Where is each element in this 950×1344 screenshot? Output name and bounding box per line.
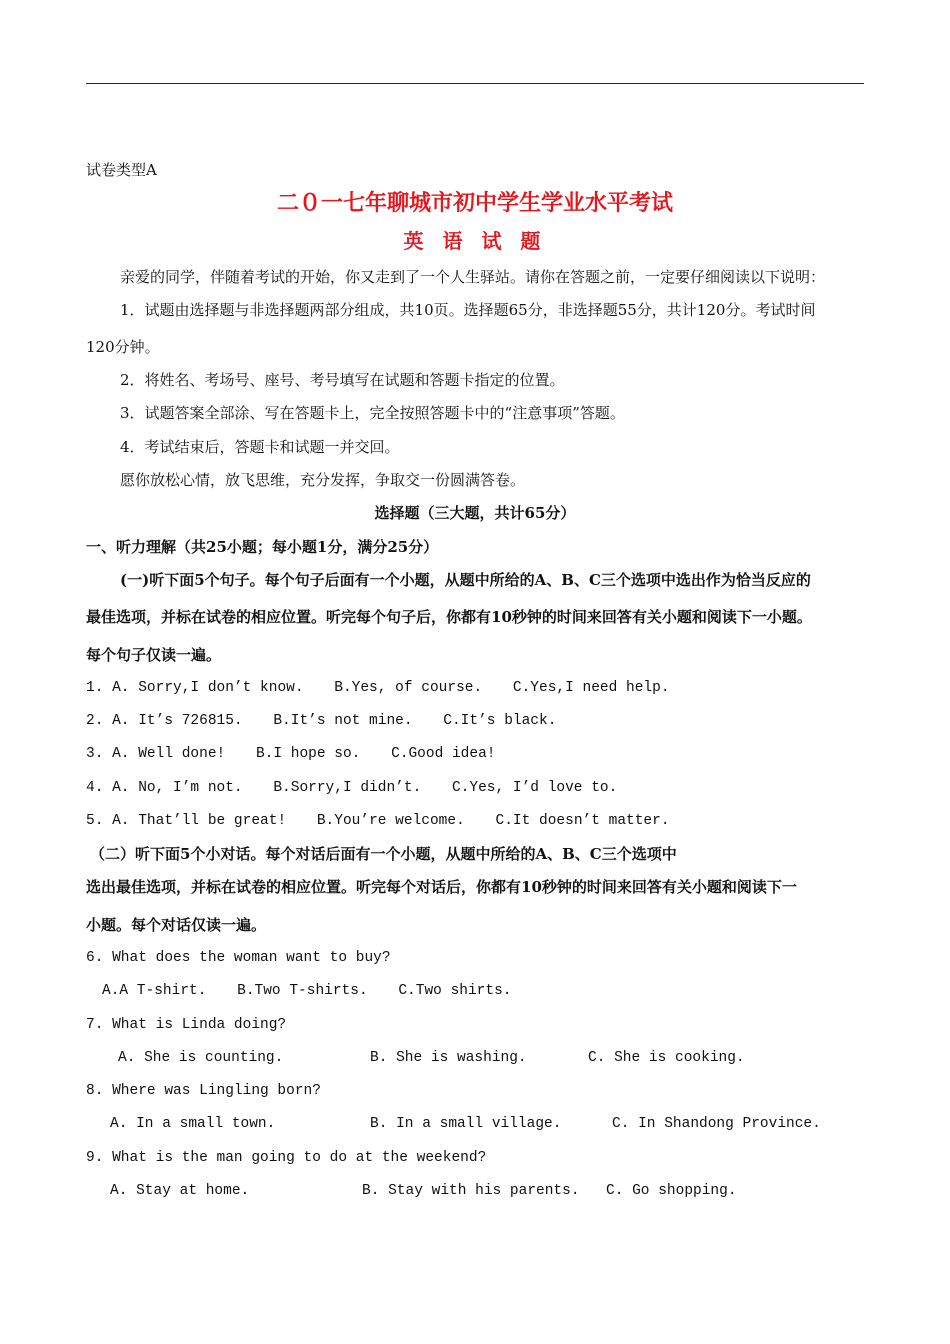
option-c: C.Yes, I’d love to. bbox=[451, 780, 618, 796]
page-subtitle: 英 语 试 题 bbox=[403, 229, 547, 253]
option-a: That’ll be great! bbox=[138, 813, 287, 829]
option-b: B.Sorry,I didn’t. bbox=[273, 780, 422, 796]
option-b: B. In a small village. bbox=[370, 1116, 562, 1132]
question-number: 1. A. bbox=[86, 680, 130, 696]
sub-2-line-1: （二）听下面5个小对话。每个对话后面有一个小题，从题中所给的A、B、C三个选项中 bbox=[90, 845, 677, 863]
option-b: B.Yes, of course. bbox=[334, 680, 483, 696]
option-b: B.It’s not mine. bbox=[273, 713, 413, 729]
question-number: 5. A. bbox=[86, 813, 130, 829]
sub-2-line-3: 小题。每个对话仅读一遍。 bbox=[86, 916, 267, 934]
question-6-options bbox=[102, 981, 511, 1001]
option-c: C.Two shirts. bbox=[398, 983, 512, 999]
question-2 bbox=[86, 711, 556, 731]
sub-2-line-2: 选出最佳选项，并标在试卷的相应位置。听完每个对话后，你都有10秒钟的时间来回答有关小题和阅读下一 bbox=[86, 878, 797, 896]
paper-type: 试卷类型A bbox=[86, 161, 157, 179]
question-number: 2. A. bbox=[86, 713, 130, 729]
option-c: C.It’s black. bbox=[443, 713, 557, 729]
question-4 bbox=[86, 778, 617, 798]
intro-greeting: 亲爱的同学，伴随着考试的开始，你又走到了一个人生驿站。请你在答题之前，一定要仔细阅读以下说明： bbox=[120, 268, 826, 286]
option-a: A. In a small town. bbox=[110, 1116, 276, 1132]
question-3 bbox=[86, 744, 495, 764]
option-c: C.Yes,I need help. bbox=[512, 680, 670, 696]
option-a: A. Stay at home. bbox=[110, 1183, 250, 1199]
rule-1-line-2: 120分钟。 bbox=[86, 338, 160, 356]
option-a: It’s 726815. bbox=[138, 713, 243, 729]
sub-1-line-3: 每个句子仅读一遍。 bbox=[86, 646, 222, 664]
option-b: B. Stay with his parents. bbox=[362, 1183, 580, 1199]
option-a: Sorry,I don’t know. bbox=[138, 680, 304, 696]
question-1 bbox=[86, 678, 670, 698]
question-number: 4. A. bbox=[86, 780, 130, 796]
part-1-heading: 一、听力理解（共25小题；每小题1分，满分25分） bbox=[86, 538, 439, 556]
choice-heading: 选择题（三大题，共计65分） bbox=[374, 504, 576, 522]
rule-4: 4．考试结束后，答题卡和试题一并交回。 bbox=[120, 438, 400, 456]
wish: 愿你放松心情，放飞思维，充分发挥，争取交一份圆满答卷。 bbox=[120, 471, 526, 489]
rule-2: 2．将姓名、考场号、座号、考号填写在试题和答题卡指定的位置。 bbox=[120, 371, 565, 389]
option-a: A.A T-shirt. bbox=[102, 983, 207, 999]
option-b: B.You’re welcome. bbox=[316, 813, 465, 829]
option-c: C.Good idea! bbox=[391, 746, 496, 762]
option-c: C. In Shandong Province. bbox=[612, 1116, 821, 1132]
option-b: B.Two T-shirts. bbox=[237, 983, 368, 999]
question-5 bbox=[86, 811, 670, 831]
question-8-stem: 8. Where was Lingling born? bbox=[86, 1083, 321, 1099]
question-number: 3. A. bbox=[86, 746, 130, 762]
option-c: C. She is cooking. bbox=[588, 1050, 745, 1066]
option-b: B. She is washing. bbox=[370, 1050, 527, 1066]
option-b: B.I hope so. bbox=[255, 746, 361, 762]
option-a: A. She is counting. bbox=[118, 1050, 284, 1066]
option-a: No, I’m not. bbox=[138, 780, 243, 796]
page-title: 二０一七年聊城市初中学生学业水平考试 bbox=[276, 191, 673, 216]
question-6-stem: 6. What does the woman want to buy? bbox=[86, 950, 391, 966]
rule-1-line-1: 1．试题由选择题与非选择题两部分组成，共10页。选择题65分，非选择题55分，共计120分。考试时间 bbox=[120, 301, 816, 319]
question-7-stem: 7. What is Linda doing? bbox=[86, 1017, 287, 1033]
option-c: C. Go shopping. bbox=[606, 1183, 737, 1199]
question-9-stem: 9. What is the man going to do at the weekend? bbox=[86, 1150, 487, 1166]
sub-1-line-2: 最佳选项，并标在试卷的相应位置。听完每个句子后，你都有10秒钟的时间来回答有关小题和阅读下一小题。 bbox=[86, 608, 812, 626]
top-rule bbox=[86, 83, 864, 84]
option-a: Well done! bbox=[138, 746, 226, 762]
option-c: C.It doesn’t matter. bbox=[495, 813, 670, 829]
sub-1-line-1: (一)听下面5个句子。每个句子后面有一个小题，从题中所给的A、B、C三个选项中选出作为恰当反应的 bbox=[120, 571, 811, 589]
rule-3: 3．试题答案全部涂、写在答题卡上，完全按照答题卡中的“注意事项”答题。 bbox=[120, 404, 625, 422]
